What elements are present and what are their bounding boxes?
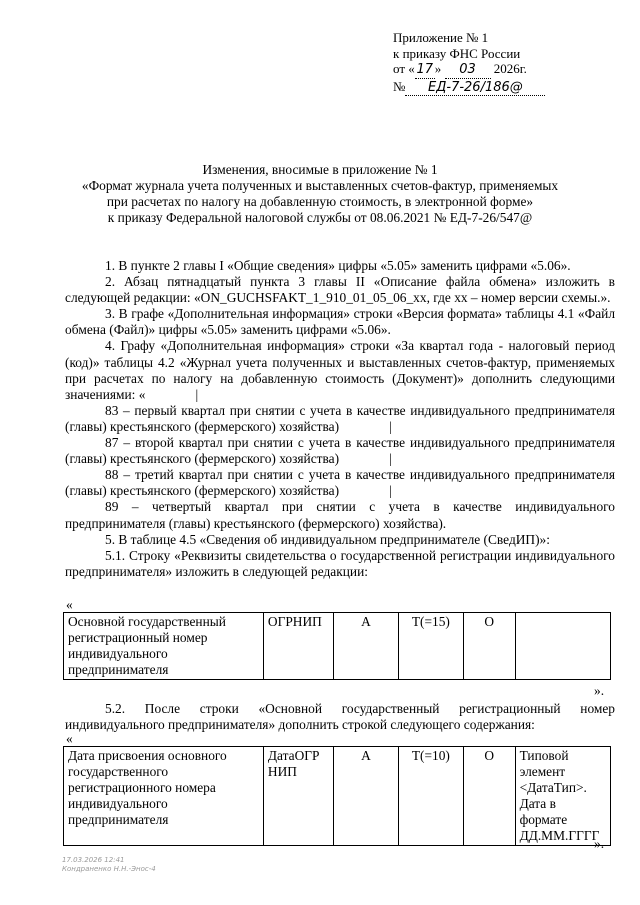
date-prefix: от « [393, 61, 415, 76]
title-line-4: к приказу Федеральной налоговой службы от 08.06.2021 № ЕД-7-26/547@ [107, 210, 533, 225]
cell-required: О [463, 613, 515, 680]
code-87-text: 87 – второй квартал при снятии с учета в качестве индивидуального предпринимателя (главы) крестьянского (фермерского) хозяйства) [65, 435, 615, 467]
appendix-header [393, 30, 603, 96]
date-year: 2026 [493, 61, 520, 76]
footer-line-2: Кондраненко Н.Н.-Энос-4 [62, 865, 156, 873]
text-cursor-mark: | [195, 386, 199, 402]
cell-required: О [463, 747, 515, 846]
paragraph-5: 5. В таблице 4.5 «Сведения об индивидуальном предпринимателе (СведИП)»: [105, 531, 550, 547]
footer-stamp [62, 856, 156, 874]
appendix-line-2: к приказу ФНС России [393, 45, 521, 61]
cell-code: ОГРНИП [263, 613, 333, 680]
date-month: 03 [445, 62, 491, 79]
footer-line-1: 17.03.2026 12:41 [62, 856, 125, 864]
open-quote-2: « [66, 731, 73, 746]
cell-format: Т(=15) [398, 613, 463, 680]
title-line-1: Изменения, вносимые в приложение № 1 [202, 162, 438, 177]
order-number: ЕД-7-26/186@ [405, 80, 545, 97]
paragraph-2: 2. Абзац пятнадцатый пункта 3 главы II «Описание файла обмена» изложить в следующей редакции: «ON_GUCHSFAKT_1_910_01_05_06_xx, где xx – номер версии схемы.». [65, 274, 615, 306]
cell-type: А [333, 613, 398, 680]
text-cursor-mark: | [389, 418, 392, 434]
paragraph-5-1: 5.1. Строку «Реквизиты свидетельства о государственной регистрации индивидуального предпринимателя» изложить в следующей редакции: [65, 547, 615, 579]
close-quote-1: ». [594, 683, 605, 698]
appendix-number [393, 79, 603, 97]
title-line-2: «Формат журнала учета полученных и выставленных счетов-фактур, применяемых [81, 178, 559, 193]
cell-format: Т(=10) [398, 747, 463, 846]
cell-type: А [333, 747, 398, 846]
text-cursor-mark: | [389, 483, 392, 499]
code-83-text: 83 – первый квартал при снятии с учета в качестве индивидуального предпринимателя (главы) крестьянского (фермерского) хозяйства) [65, 402, 615, 434]
appendix-date [393, 61, 603, 79]
cell-extra [515, 613, 610, 680]
table-row [64, 747, 611, 846]
code-87 [65, 435, 615, 467]
cell-name: Основной государственный регистрационный номер индивидуального предпринимателя [64, 613, 264, 680]
cell-name: Дата присвоения основного государственного регистрационного номера индивидуального предпринимателя [64, 747, 264, 846]
date-mid: » [434, 61, 442, 76]
document-title [60, 162, 580, 226]
title-line-3: при расчетах по налогу на добавленную стоимость, в электронной форме» [106, 194, 534, 209]
code-83 [65, 403, 615, 435]
cell-code: ДатаОГРНИП [263, 747, 333, 846]
date-year-suffix: г. [519, 61, 527, 76]
date-day: 17 [416, 62, 434, 77]
paragraph-4 [65, 338, 615, 402]
paragraph-5-2: 5.2. После строки «Основной государственный регистрационный номер индивидуального предпринимателя» дополнить строкой следующего содержания: [65, 701, 615, 733]
document-body-2 [65, 701, 615, 733]
code-89: 89 – четвертый квартал при снятии с учета в качестве индивидуального предпринимателя (главы) крестьянского (фермерского) хозяйства). [65, 499, 615, 531]
requisites-table-2 [63, 746, 611, 846]
paragraph-1: 1. В пункте 2 главы I «Общие сведения» цифры «5.05» заменить цифрами «5.06». [105, 258, 571, 273]
code-88-text: 88 – третий квартал при снятии с учета в качестве индивидуального предпринимателя (главы) крестьянского (фермерского) хозяйства) [65, 467, 615, 499]
table-row [64, 613, 611, 680]
open-quote-1: « [66, 597, 73, 612]
code-88 [65, 467, 615, 499]
document-body [65, 258, 615, 580]
text-cursor-mark: | [389, 451, 392, 467]
requisites-table-1 [63, 612, 611, 680]
cell-extra: Типовой элемент <ДатаТип>. Дата в формате ДД.ММ.ГГГГ [515, 747, 610, 846]
paragraph-3: 3. В графе «Дополнительная информация» строки «Версия формата» таблицы 4.1 «Файл обмена (Файл)» цифры «5.05» заменить цифрами «5.06». [65, 306, 615, 338]
paragraph-4-text: 4. Графу «Дополнительная информация» строки «За квартал года - налоговый период (код)» таблицы 4.2 «Журнал учета полученных и выставленных счетов-фактур, применяемых при расчетах по налогу на добавленную стоимость (Документ)» дополнить следующими значениями: « [65, 338, 615, 402]
appendix-line-1: Приложение № 1 [393, 30, 489, 45]
number-prefix: № [393, 78, 406, 94]
close-quote-2: ». [594, 836, 605, 851]
